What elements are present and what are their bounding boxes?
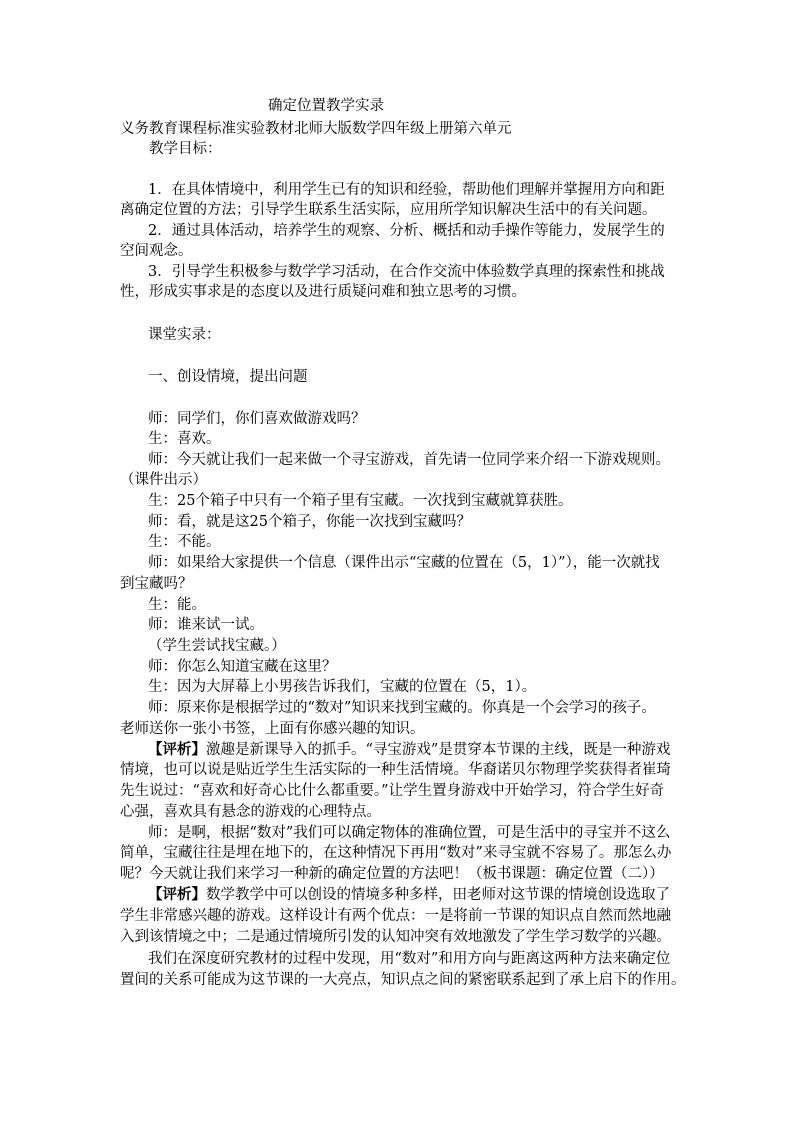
dialogue-line: （课件出示）	[120, 472, 207, 488]
dialogue-line: 师：如果给大家提供一个信息（课件出示“宝藏的位置在（5，1）”），能一次就找	[148, 555, 660, 571]
comment-line: 学生非常感兴趣的游戏。这样设计有两个优点：一是将前一节课的知识点自然而然地融	[120, 908, 671, 924]
record-heading: 课堂实录：	[148, 327, 221, 343]
goal-3-line-1: 3．引导学生积极参与数学学习活动，在合作交流中体验数学真理的探索性和挑战	[148, 264, 665, 280]
goal-1-line-2: 离确定位置的方法；引导学生联系生活实际，应用所学知识解决生活中的有关问题。	[120, 202, 657, 218]
dialogue-line: 师：今天就让我们一起来做一个寻宝游戏，首先请一位同学来介绍一下游戏规则。	[148, 452, 670, 468]
dialogue-line: 师：你怎么知道宝藏在这里？	[148, 659, 337, 675]
goal-1-line-1: 1．在具体情境中，利用学生已有的知识和经验，帮助他们理解并掌握用方向和距	[148, 182, 665, 198]
dialogue-line: 到宝藏吗？	[120, 576, 193, 592]
comment-tag: 【评析】	[148, 741, 206, 758]
section-heading: 一、创设情境，提出问题	[148, 369, 308, 385]
comment-line: 情境，也可以说是贴近学生生活实际的一种生活情境。华裔诺贝尔物理学奖获得者崔琦	[120, 762, 671, 778]
dialogue-line: 老师送你一张小书签，上面有你感兴趣的知识。	[120, 721, 425, 737]
dialogue-line: 生：因为大屏幕上小男孩告诉我们，宝藏的位置在（5，1）。	[148, 679, 537, 695]
dialogue-line: 简单，宝藏往往是埋在地下的，在这种情况下再用“数对”来寻宝就不容易了。那怎么办	[120, 845, 672, 861]
comment-line: 心强，喜欢具有悬念的游戏的心理特点。	[120, 804, 381, 820]
comment-tag: 【评析】	[148, 886, 206, 903]
doc-subtitle: 义务教育课程标准实验教材北师大版数学四年级上册第六单元	[120, 121, 512, 137]
dialogue-line: 师：原来你是根据学过的“数对”知识来找到宝藏的。你真是一个会学习的孩子。	[148, 700, 656, 716]
dialogue-line: 生：25个箱子中只有一个箱子里有宝藏。一次找到宝藏就算获胜。	[148, 493, 573, 509]
goal-3-line-2: 性，形成实事求是的态度以及进行质疑问难和独立思考的习惯。	[120, 284, 526, 300]
goal-2-line-1: 2．通过具体活动，培养学生的观察、分析、概括和动手操作等能力，发展学生的	[148, 223, 665, 239]
comment-text: 数学教学中可以创设的情境多种多样，田老师对这节课的情境创设选取了	[206, 887, 670, 903]
comment-line: 先生说过：“喜欢和好奇心比什么都重要。”让学生置身游戏中开始学习，符合学生好奇	[120, 783, 665, 799]
goal-2-line-2: 空间观念。	[120, 243, 193, 259]
comment-line: 入到该情境之中；二是通过情境所引发的认知冲突有效地激发了学生学习数学的兴趣。	[120, 929, 671, 945]
closing-line: 我们在深度研究教材的过程中发现，用“数对”和用方向与距离这两种方法来确定位	[148, 951, 671, 967]
comment-line	[148, 885, 670, 905]
dialogue-line: 师：看，就是这25个箱子，你能一次找到宝藏吗？	[148, 514, 471, 530]
comment-line	[148, 740, 670, 760]
dialogue-line: （学生尝试找宝藏。）	[148, 638, 286, 654]
dialogue-line: 生：喜欢。	[148, 431, 221, 447]
goals-heading: 教学目标：	[149, 141, 222, 157]
dialogue-line: 师：是啊，根据“数对”我们可以确定物体的准确位置，可是生活中的寻宝并不这么	[148, 825, 671, 841]
dialogue-line: 师：同学们，你们喜欢做游戏吗？	[148, 411, 366, 427]
comment-text: 激趣是新课导入的抓手。“寻宝游戏”是贯穿本节课的主线，既是一种游戏	[206, 742, 671, 758]
doc-title: 确定位置教学实录	[268, 98, 384, 114]
dialogue-line: 师：谁来试一试。	[148, 617, 264, 633]
dialogue-line: 呢？今天就让我们来学习一种新的确定位置的方法吧！（板书课题：确定位置（二））	[120, 866, 664, 882]
dialogue-line: 生：不能。	[148, 534, 221, 550]
dialogue-line: 生：能。	[148, 597, 206, 613]
closing-line: 置间的关系可能成为这节课的一大亮点，知识点之间的紧密联系起到了承上启下的作用。	[120, 972, 686, 988]
